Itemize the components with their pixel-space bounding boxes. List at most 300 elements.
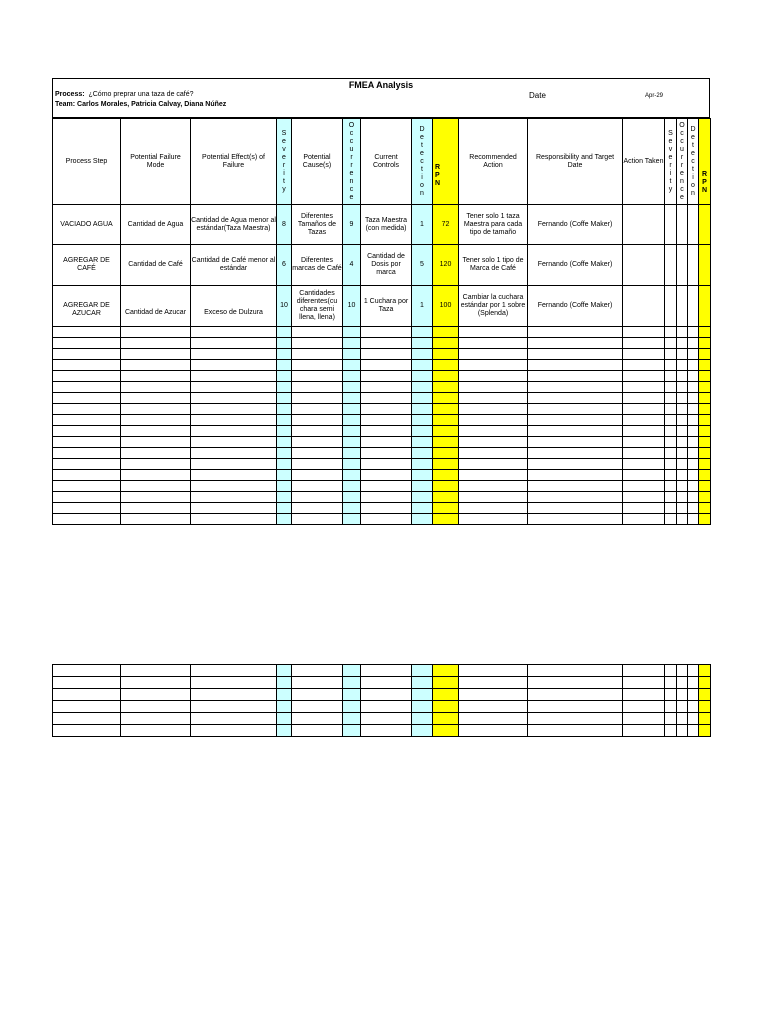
empty-cell	[433, 492, 459, 503]
table-row	[53, 205, 711, 245]
empty-cell	[688, 677, 699, 689]
empty-cell	[528, 437, 623, 448]
cell-rpn: 120	[433, 245, 459, 286]
empty-cell	[343, 338, 361, 349]
empty-cell	[528, 382, 623, 393]
empty-cell	[699, 338, 711, 349]
empty-cell	[53, 725, 121, 737]
empty-cell	[412, 481, 433, 492]
empty-cell	[412, 470, 433, 481]
empty-cell	[121, 503, 191, 514]
cell-severity-2	[665, 245, 677, 286]
empty-cell	[665, 393, 677, 404]
empty-cell	[412, 448, 433, 459]
empty-cell	[277, 677, 292, 689]
empty-cell	[53, 677, 121, 689]
empty-cell	[343, 459, 361, 470]
empty-cell	[343, 514, 361, 525]
col-controls: Current Controls	[361, 119, 412, 205]
empty-cell	[433, 689, 459, 701]
empty-cell	[121, 725, 191, 737]
col-failure-mode: Potential Failure Mode	[121, 119, 191, 205]
empty-cell	[53, 514, 121, 525]
empty-cell	[191, 393, 277, 404]
cell-recommended: Tener solo 1 taza Maestra para cada tipo de tamaño	[459, 205, 528, 245]
col-detection: D e t e c t i o n	[412, 119, 433, 205]
empty-cell	[665, 371, 677, 382]
empty-cell	[292, 327, 343, 338]
empty-cell	[412, 415, 433, 426]
empty-cell	[361, 514, 412, 525]
empty-cell	[277, 665, 292, 677]
empty-cell	[412, 338, 433, 349]
empty-cell	[412, 701, 433, 713]
empty-cell	[121, 689, 191, 701]
empty-cell	[53, 382, 121, 393]
empty-cell	[623, 360, 665, 371]
empty-cell	[433, 470, 459, 481]
cell-recommended: Tener solo 1 tipo de Marca de Café	[459, 245, 528, 286]
empty-cell	[665, 338, 677, 349]
empty-cell	[623, 437, 665, 448]
empty-cell	[292, 503, 343, 514]
empty-cell	[699, 725, 711, 737]
empty-cell	[459, 470, 528, 481]
col-action-taken: Action Taken	[623, 119, 665, 205]
empty-row	[53, 360, 711, 371]
empty-cell	[292, 492, 343, 503]
empty-cell	[292, 701, 343, 713]
empty-cell	[433, 725, 459, 737]
empty-cell	[677, 665, 688, 677]
empty-cell	[121, 713, 191, 725]
empty-cell	[292, 470, 343, 481]
empty-cell	[343, 713, 361, 725]
empty-cell	[361, 448, 412, 459]
empty-cell	[528, 360, 623, 371]
empty-cell	[433, 459, 459, 470]
empty-cell	[688, 481, 699, 492]
cell-rpn-2	[699, 205, 711, 245]
cell-detection: 1	[412, 205, 433, 245]
empty-cell	[361, 459, 412, 470]
empty-cell	[121, 459, 191, 470]
col-recommended: Recommended Action	[459, 119, 528, 205]
empty-cell	[433, 426, 459, 437]
empty-cell	[277, 725, 292, 737]
empty-cell	[292, 725, 343, 737]
empty-cell	[412, 404, 433, 415]
empty-cell	[665, 349, 677, 360]
empty-cell	[343, 492, 361, 503]
empty-cell	[665, 689, 677, 701]
empty-cell	[665, 415, 677, 426]
empty-cell	[459, 481, 528, 492]
empty-cell	[665, 665, 677, 677]
empty-cell	[191, 492, 277, 503]
empty-cell	[121, 665, 191, 677]
empty-cell	[688, 725, 699, 737]
empty-cell	[292, 481, 343, 492]
empty-cell	[677, 415, 688, 426]
empty-cell	[459, 338, 528, 349]
cell-step: VACIADO AGUA	[53, 205, 121, 245]
empty-cell	[361, 437, 412, 448]
empty-cell	[121, 677, 191, 689]
cell-severity-2	[665, 205, 677, 245]
empty-cell	[361, 665, 412, 677]
empty-row	[53, 470, 711, 481]
cell-responsibility: Fernando (Coffe Maker)	[528, 205, 623, 245]
table-row	[53, 245, 711, 286]
empty-cell	[292, 404, 343, 415]
empty-cell	[412, 713, 433, 725]
cell-cause: Cantidades diferentes(cu chara semi llena, llena)	[292, 286, 343, 327]
empty-cell	[677, 503, 688, 514]
empty-cell	[688, 426, 699, 437]
empty-cell	[623, 349, 665, 360]
empty-row	[53, 492, 711, 503]
col-occurrence: O c c u r r e n c e	[343, 119, 361, 205]
empty-cell	[121, 701, 191, 713]
col-responsibility: Responsibility and Target Date	[528, 119, 623, 205]
empty-cell	[433, 503, 459, 514]
empty-cell	[343, 665, 361, 677]
col-severity-2: S e v e r i t y	[665, 119, 677, 205]
empty-cell	[412, 371, 433, 382]
empty-cell	[121, 492, 191, 503]
empty-cell	[292, 665, 343, 677]
empty-cell	[688, 327, 699, 338]
empty-cell	[699, 470, 711, 481]
empty-cell	[277, 492, 292, 503]
empty-cell	[433, 382, 459, 393]
process-value: ¿Cómo preprar una taza de café?	[88, 91, 194, 98]
empty-cell	[412, 327, 433, 338]
empty-cell	[623, 448, 665, 459]
empty-cell	[343, 404, 361, 415]
empty-cell	[459, 665, 528, 677]
empty-cell	[688, 437, 699, 448]
empty-row	[53, 448, 711, 459]
empty-cell	[699, 393, 711, 404]
empty-cell	[277, 437, 292, 448]
empty-cell	[361, 338, 412, 349]
empty-cell	[412, 492, 433, 503]
empty-cell	[623, 713, 665, 725]
empty-cell	[433, 404, 459, 415]
empty-cell	[688, 393, 699, 404]
empty-cell	[699, 481, 711, 492]
empty-cell	[688, 701, 699, 713]
empty-cell	[688, 338, 699, 349]
empty-cell	[688, 713, 699, 725]
empty-cell	[677, 677, 688, 689]
empty-cell	[699, 665, 711, 677]
empty-cell	[277, 481, 292, 492]
empty-cell	[459, 404, 528, 415]
empty-cell	[121, 382, 191, 393]
empty-cell	[361, 713, 412, 725]
cell-detection: 5	[412, 245, 433, 286]
empty-cell	[433, 338, 459, 349]
empty-cell	[53, 360, 121, 371]
empty-cell	[343, 689, 361, 701]
empty-cell	[277, 470, 292, 481]
empty-cell	[665, 404, 677, 415]
empty-cell	[121, 470, 191, 481]
empty-cell	[688, 459, 699, 470]
empty-cell	[121, 393, 191, 404]
empty-cell	[528, 459, 623, 470]
empty-cell	[688, 470, 699, 481]
empty-cell	[277, 448, 292, 459]
empty-cell	[459, 503, 528, 514]
empty-cell	[121, 371, 191, 382]
cell-detection-2	[688, 245, 699, 286]
empty-row	[53, 701, 711, 713]
empty-cell	[459, 327, 528, 338]
cell-action-taken	[623, 205, 665, 245]
empty-cell	[191, 338, 277, 349]
empty-cell	[528, 404, 623, 415]
empty-cell	[623, 371, 665, 382]
empty-cell	[53, 481, 121, 492]
empty-row	[53, 514, 711, 525]
empty-cell	[292, 426, 343, 437]
empty-cell	[361, 677, 412, 689]
empty-cell	[292, 514, 343, 525]
cell-occurrence: 4	[343, 245, 361, 286]
empty-cell	[677, 725, 688, 737]
empty-cell	[343, 481, 361, 492]
col-rpn-2: R P N	[699, 119, 711, 205]
empty-row	[53, 404, 711, 415]
cell-step: AGREGAR DE AZUCAR	[53, 286, 121, 327]
empty-cell	[53, 393, 121, 404]
empty-cell	[191, 503, 277, 514]
empty-cell	[528, 349, 623, 360]
empty-cell	[459, 701, 528, 713]
empty-cell	[292, 459, 343, 470]
empty-cell	[433, 437, 459, 448]
empty-cell	[191, 459, 277, 470]
empty-cell	[191, 349, 277, 360]
empty-cell	[121, 360, 191, 371]
empty-cell	[121, 327, 191, 338]
empty-cell	[121, 338, 191, 349]
empty-cell	[277, 393, 292, 404]
cell-occurrence-2	[677, 286, 688, 327]
empty-cell	[623, 470, 665, 481]
empty-cell	[191, 415, 277, 426]
empty-cell	[699, 503, 711, 514]
empty-cell	[699, 327, 711, 338]
header-row	[53, 119, 711, 205]
cell-effect: Exceso de Dulzura	[191, 286, 277, 327]
empty-cell	[121, 404, 191, 415]
cell-action-taken	[623, 245, 665, 286]
cell-control: 1 Cuchara por Taza	[361, 286, 412, 327]
empty-cell	[191, 437, 277, 448]
empty-cell	[623, 503, 665, 514]
empty-cell	[699, 437, 711, 448]
empty-cell	[53, 349, 121, 360]
empty-cell	[343, 349, 361, 360]
cell-severity: 8	[277, 205, 292, 245]
empty-cell	[433, 481, 459, 492]
empty-cell	[53, 448, 121, 459]
empty-cell	[433, 514, 459, 525]
empty-cell	[677, 689, 688, 701]
empty-cell	[699, 677, 711, 689]
empty-cell	[699, 459, 711, 470]
empty-cell	[459, 713, 528, 725]
empty-cell	[459, 393, 528, 404]
empty-cell	[361, 492, 412, 503]
empty-cell	[699, 371, 711, 382]
empty-cell	[433, 701, 459, 713]
empty-cell	[292, 437, 343, 448]
col-severity: S e v e r i t y	[277, 119, 292, 205]
empty-row	[53, 665, 711, 677]
empty-cell	[277, 713, 292, 725]
empty-cell	[191, 713, 277, 725]
empty-row	[53, 459, 711, 470]
empty-cell	[121, 514, 191, 525]
empty-cell	[459, 360, 528, 371]
empty-cell	[699, 349, 711, 360]
cell-rpn-2	[699, 286, 711, 327]
cell-effect: Cantidad de Café menor al estándar	[191, 245, 277, 286]
empty-cell	[688, 689, 699, 701]
empty-row	[53, 382, 711, 393]
empty-cell	[623, 404, 665, 415]
empty-cell	[412, 360, 433, 371]
empty-cell	[277, 514, 292, 525]
empty-cell	[361, 404, 412, 415]
empty-cell	[665, 514, 677, 525]
empty-cell	[292, 338, 343, 349]
empty-cell	[528, 665, 623, 677]
empty-cell	[688, 349, 699, 360]
empty-cell	[191, 725, 277, 737]
empty-cell	[361, 481, 412, 492]
empty-cell	[665, 382, 677, 393]
empty-cell	[53, 470, 121, 481]
col-causes: Potential Cause(s)	[292, 119, 343, 205]
col-process-step: Process Step	[53, 119, 121, 205]
empty-cell	[688, 492, 699, 503]
empty-cell	[292, 677, 343, 689]
empty-cell	[677, 393, 688, 404]
cell-cause: Diferentes Tamaños de Tazas	[292, 205, 343, 245]
empty-cell	[343, 470, 361, 481]
empty-cell	[623, 338, 665, 349]
empty-cell	[277, 426, 292, 437]
empty-row	[53, 503, 711, 514]
empty-cell	[277, 349, 292, 360]
empty-cell	[623, 492, 665, 503]
cell-detection-2	[688, 205, 699, 245]
empty-cell	[191, 360, 277, 371]
empty-cell	[412, 459, 433, 470]
cell-failure-mode: Cantidad de Agua	[121, 205, 191, 245]
empty-cell	[677, 514, 688, 525]
empty-cell	[412, 725, 433, 737]
cell-step: AGREGAR DE CAFÉ	[53, 245, 121, 286]
cell-occurrence-2	[677, 245, 688, 286]
empty-cell	[191, 701, 277, 713]
empty-cell	[191, 382, 277, 393]
fmea-header	[52, 78, 710, 118]
empty-cell	[343, 725, 361, 737]
empty-cell	[292, 448, 343, 459]
empty-cell	[665, 725, 677, 737]
empty-cell	[121, 437, 191, 448]
empty-cell	[343, 503, 361, 514]
empty-cell	[412, 393, 433, 404]
empty-cell	[677, 404, 688, 415]
empty-cell	[361, 415, 412, 426]
empty-cell	[343, 701, 361, 713]
empty-cell	[53, 404, 121, 415]
empty-cell	[191, 404, 277, 415]
empty-row	[53, 689, 711, 701]
empty-cell	[699, 426, 711, 437]
empty-cell	[677, 492, 688, 503]
empty-cell	[361, 689, 412, 701]
empty-cell	[343, 437, 361, 448]
cell-severity: 10	[277, 286, 292, 327]
empty-cell	[459, 725, 528, 737]
cell-responsibility: Fernando (Coffe Maker)	[528, 245, 623, 286]
empty-cell	[277, 360, 292, 371]
empty-cell	[412, 503, 433, 514]
col-rpn: R P N	[433, 119, 459, 205]
empty-row	[53, 426, 711, 437]
empty-cell	[528, 514, 623, 525]
empty-cell	[459, 448, 528, 459]
empty-row	[53, 338, 711, 349]
empty-cell	[528, 371, 623, 382]
empty-cell	[53, 437, 121, 448]
empty-row	[53, 481, 711, 492]
empty-cell	[623, 415, 665, 426]
empty-cell	[688, 371, 699, 382]
empty-cell	[191, 689, 277, 701]
empty-cell	[665, 459, 677, 470]
empty-cell	[343, 371, 361, 382]
empty-cell	[433, 393, 459, 404]
empty-cell	[459, 415, 528, 426]
date-value: Apr-29	[645, 93, 664, 99]
empty-cell	[688, 404, 699, 415]
empty-cell	[343, 426, 361, 437]
empty-cell	[292, 371, 343, 382]
cell-detection: 1	[412, 286, 433, 327]
cell-severity-2	[665, 286, 677, 327]
empty-cell	[53, 459, 121, 470]
empty-cell	[665, 492, 677, 503]
empty-cell	[699, 492, 711, 503]
empty-cell	[665, 677, 677, 689]
empty-cell	[191, 514, 277, 525]
empty-cell	[361, 701, 412, 713]
empty-cell	[677, 448, 688, 459]
empty-cell	[459, 426, 528, 437]
fmea-table-continued	[52, 664, 711, 737]
